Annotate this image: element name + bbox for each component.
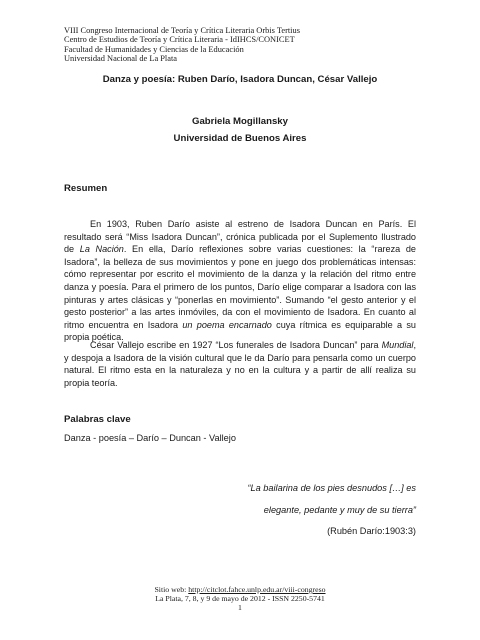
abstract-p1-emphasis-b: un poema encarnado: [182, 319, 272, 330]
keywords-list: Danza - poesía – Darío – Duncan - Vallejo: [64, 433, 236, 443]
footer-event-line: La Plata, 7, 8, y 9 de mayo de 2012 - ISSN 2250-5741: [155, 594, 325, 604]
abstract-p2-text-b: , y despoja a Isadora de la visión cultural que le da Darío para pensarla como un cuerpo natural. El ritmo esta en la naturaleza y no en la cultura y a partir de allí realiza su propia teoría.: [64, 340, 416, 388]
header-line-faculty: Facultad de Humanidades y Ciencias de la Educación: [64, 44, 244, 54]
header-line-center: Centro de Estudios de Teoría y Crítica Literaria - IdIHCS/CONICET: [64, 35, 295, 45]
abstract-heading: Resumen: [64, 183, 108, 194]
page-footer: [0, 585, 480, 613]
footer-site-label: Sitio web:: [154, 585, 189, 594]
abstract-paragraph-1: [64, 218, 416, 344]
author-affiliation: Universidad de Buenos Aires: [173, 133, 307, 144]
abstract-p1-emphasis-a: La Nación: [79, 244, 124, 255]
abstract-paragraph-2: [64, 339, 416, 389]
header-line-university: Universidad Nacional de La Plata: [64, 54, 178, 64]
abstract-p2-text-a: César Vallejo escribe en 1927 “Los funerales de Isadora Duncan” para: [90, 340, 382, 350]
paper-title: Danza y poesía: Ruben Darío, Isadora Duncan, César Vallejo: [102, 74, 378, 85]
abstract-p1-text-a: En 1903, Ruben Darío asiste al estreno de Isadora Duncan en París. El resultado será “Miss Isadora Duncan”, crónica publicada por el Suplemento Ilustrado de: [64, 219, 416, 255]
header-line-congress: VIII Congreso Internacional de Teoría y Crítica Literaria Orbis Tertius: [64, 26, 300, 35]
epigraph-citation: (Rubén Darío:1903:3): [327, 526, 416, 536]
footer-website-line: [0, 585, 480, 594]
page-number: 1: [238, 603, 242, 613]
keywords-heading: Palabras clave: [64, 414, 131, 425]
epigraph-line-1: “La bailarina de los pies desnudos […] es: [247, 483, 416, 493]
footer-site-link[interactable]: http://citclot.fahce.unlp.edu.ar/viii-congreso: [188, 585, 326, 594]
abstract-p1-text-b: . En ella, Darío reflexiones sobre varias cuestiones: la “rareza de Isadora”, la belleza de sus movimientos y pone en juego dos problemáticas intensas: cómo representar por escrito el movimiento de la danza y la relación del ritmo entre danza y poesía. Para el primero de los puntos, Darío elige comparar a Isadora con las pinturas y artes clásicas y “ponerlas en movimiento”. Sumando “el gesto anterior y el gesto posterior” a las artes inmóviles, da con el movimiento de Isadora. En cuanto al ritmo encuentra en Isadora: [64, 244, 416, 330]
epigraph-line-2: elegante, pedante y muy de su tierra”: [263, 505, 416, 515]
abstract-p2-emphasis: Mundial: [381, 340, 414, 350]
paper-author: Gabriela Mogillansky: [192, 116, 288, 127]
conference-header: [64, 26, 424, 64]
abstract-p1-text-c: cuya rítmica es equiparable a su propia poética.: [64, 319, 416, 343]
